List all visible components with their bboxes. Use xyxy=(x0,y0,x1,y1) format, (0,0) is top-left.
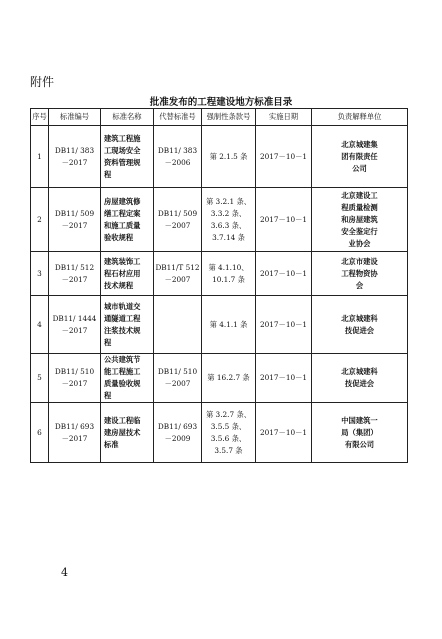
standard-code-line: －2017 xyxy=(61,325,88,335)
mandatory-clauses xyxy=(202,188,256,252)
mandatory-clauses xyxy=(202,126,256,188)
standard-name-line: 缮工程定案 xyxy=(104,208,141,218)
standard-code xyxy=(49,188,101,252)
effective-date: 2017－10－1 xyxy=(256,188,312,252)
standard-name-line: 程 xyxy=(104,337,112,347)
effective-date: 2017－10－1 xyxy=(256,252,312,296)
responsible-unit-line: 团有限责任 xyxy=(341,151,378,161)
responsible-unit-line: 工程物资协 xyxy=(341,268,378,278)
mandatory-clauses-line: 第 16.2.7 条 xyxy=(207,373,250,382)
responsible-unit-line: 技促进会 xyxy=(344,325,375,335)
replaced-standard xyxy=(154,296,202,354)
responsible-unit xyxy=(312,403,408,463)
responsible-unit-line: 北京市建设 xyxy=(341,256,378,266)
mandatory-clauses xyxy=(202,252,256,296)
replaced-standard-line: －2007 xyxy=(164,274,191,284)
table-row xyxy=(31,296,408,354)
responsible-unit-line: 和房屋建筑 xyxy=(341,214,378,224)
mandatory-clauses xyxy=(202,296,256,354)
standard-code-line: DB11/ 693 xyxy=(54,421,95,431)
responsible-unit-line: 程质量检测 xyxy=(341,202,378,212)
standard-name xyxy=(101,296,154,354)
mandatory-clauses-line: 3.6.3 条、 xyxy=(210,220,247,230)
header-code: 标准编号 xyxy=(49,109,101,126)
header-mandatory: 强制性条款号 xyxy=(202,109,256,126)
standard-code-line: －2017 xyxy=(61,433,88,443)
table-row xyxy=(31,126,408,188)
standard-code xyxy=(49,126,101,188)
standard-code-line: DB11/ 509 xyxy=(54,208,95,218)
standard-code-line: DB11/ 512 xyxy=(54,262,95,272)
mandatory-clauses-line: 3.5.7 条 xyxy=(214,445,243,455)
replaced-standard xyxy=(154,354,202,403)
effective-date: 2017－10－1 xyxy=(256,403,312,463)
standard-name-line: 公共建筑节 xyxy=(104,355,141,364)
replaced-standard-line: －2007 xyxy=(164,379,191,388)
effective-date: 2017－10－1 xyxy=(256,296,312,354)
standard-code-line: －2017 xyxy=(61,379,88,388)
row-number: 4 xyxy=(31,296,49,354)
standard-name-line: 程 xyxy=(104,169,112,179)
standard-name-line: 技术规程 xyxy=(104,280,134,290)
document-title: 批准发布的工程建设地方标准目录 xyxy=(149,97,293,108)
responsible-unit-line: 业协会 xyxy=(348,238,371,248)
standard-name-line: 和施工质量 xyxy=(104,220,141,230)
standard-code-line: DB11/ 510 xyxy=(54,367,95,376)
table-row xyxy=(31,403,408,463)
responsible-unit-line: 北京建设工 xyxy=(341,190,378,200)
replaced-standard-line: DB11/ 510 xyxy=(157,367,198,376)
header-replace: 代替标准号 xyxy=(154,109,202,126)
responsible-unit-line: 北京城建科 xyxy=(341,367,378,376)
table-row xyxy=(31,252,408,296)
row-number: 1 xyxy=(31,126,49,188)
responsible-unit xyxy=(312,296,408,354)
replaced-standard-line: DB11/ 383 xyxy=(157,145,198,155)
standard-code xyxy=(49,403,101,463)
header-no: 序号 xyxy=(31,109,49,126)
responsible-unit-line: 技促进会 xyxy=(344,379,375,388)
responsible-unit-line: 公司 xyxy=(352,163,367,173)
replaced-standard xyxy=(154,188,202,252)
standard-code-line: DB11/ 383 xyxy=(54,145,95,155)
standard-name-line: 能工程施工 xyxy=(104,367,141,376)
mandatory-clauses xyxy=(202,354,256,403)
row-number: 5 xyxy=(31,354,49,403)
responsible-unit-line: 会 xyxy=(355,280,364,290)
replaced-standard xyxy=(154,126,202,188)
header-unit: 负责解释单位 xyxy=(312,109,408,126)
replaced-standard-line: －2007 xyxy=(164,220,191,230)
page-number: 4 xyxy=(61,566,68,579)
replaced-standard-line: DB11/ 693 xyxy=(157,421,198,431)
replaced-standard-line: －2006 xyxy=(164,157,191,167)
standard-name-line: 建设工程临 xyxy=(104,415,141,425)
row-number: 2 xyxy=(31,188,49,252)
effective-date: 2017－10－1 xyxy=(256,354,312,403)
standard-name xyxy=(101,188,154,252)
standard-code xyxy=(49,252,101,296)
standard-name xyxy=(101,354,154,403)
standard-name-line: 通隧道工程 xyxy=(104,313,141,323)
standard-name-line: 建房屋技术 xyxy=(104,427,141,437)
responsible-unit-line: 北京城建集 xyxy=(341,139,378,149)
responsible-unit xyxy=(312,252,408,296)
mandatory-clauses-line: 第 4.1.10、 xyxy=(208,262,249,272)
standard-name-line: 注浆技术规 xyxy=(104,325,141,335)
table-row xyxy=(31,188,408,252)
responsible-unit-line: 局（集团） xyxy=(341,427,378,437)
standard-name-line: 建筑工程施 xyxy=(104,133,141,143)
standard-code-line: DB11/ 1444 xyxy=(52,313,97,323)
mandatory-clauses-line: 第 3.2.7 条、 xyxy=(205,409,252,419)
standard-code-line: －2017 xyxy=(61,274,88,284)
replaced-standard-line: DB11/ 509 xyxy=(157,208,198,218)
replaced-standard-line: －2009 xyxy=(164,433,191,443)
standard-name-line: 工现场安全 xyxy=(104,145,141,155)
responsible-unit-line: 安全鉴定行 xyxy=(341,226,378,236)
mandatory-clauses-line: 第 4.1.1 条 xyxy=(209,319,248,329)
standard-name xyxy=(101,252,154,296)
row-number: 3 xyxy=(31,252,49,296)
responsible-unit-line: 中国建筑一 xyxy=(341,415,378,425)
responsible-unit xyxy=(312,354,408,403)
effective-date: 2017－10－1 xyxy=(256,126,312,188)
standard-code xyxy=(49,296,101,354)
standard-name-line: 城市轨道交 xyxy=(104,301,141,311)
standard-name-line: 程石材应用 xyxy=(104,268,141,278)
mandatory-clauses-line: 3.7.14 条 xyxy=(212,232,245,242)
mandatory-clauses-line: 3.3.2 条、 xyxy=(210,208,247,218)
responsible-unit-line: 有限公司 xyxy=(344,439,375,449)
standard-code-line: －2017 xyxy=(61,157,88,167)
standard-name-line: 标准 xyxy=(104,439,119,449)
standard-name-line: 资料管理规 xyxy=(104,157,141,167)
table-row xyxy=(31,354,408,403)
mandatory-clauses xyxy=(202,403,256,463)
standard-name xyxy=(101,403,154,463)
row-number: 6 xyxy=(31,403,49,463)
header-name: 标准名称 xyxy=(101,109,154,126)
standard-name-line: 质量验收规 xyxy=(104,379,141,388)
table-header-row xyxy=(31,109,408,126)
header-date: 实施日期 xyxy=(256,109,312,126)
responsible-unit xyxy=(312,126,408,188)
replaced-standard xyxy=(154,252,202,296)
standard-name-line: 程 xyxy=(104,391,112,400)
mandatory-clauses-line: 3.5.5 条、 xyxy=(210,421,247,431)
standard-name-line: 验收规程 xyxy=(104,232,134,242)
responsible-unit xyxy=(312,188,408,252)
mandatory-clauses-line: 第 3.2.1 条、 xyxy=(205,196,252,206)
mandatory-clauses-line: 10.1.7 条 xyxy=(212,274,245,284)
replaced-standard xyxy=(154,403,202,463)
attachment-label: 附件 xyxy=(30,75,55,89)
standard-name-line: 建筑装饰工 xyxy=(104,256,141,266)
mandatory-clauses-line: 3.5.6 条、 xyxy=(210,433,247,443)
replaced-standard-line: DB11/T 512 xyxy=(155,262,200,272)
standard-code xyxy=(49,354,101,403)
standard-name-line: 房屋建筑修 xyxy=(104,196,141,206)
mandatory-clauses-line: 第 2.1.5 条 xyxy=(209,151,248,161)
standards-table xyxy=(30,108,408,463)
responsible-unit-line: 北京城建科 xyxy=(341,313,378,323)
standard-name xyxy=(101,126,154,188)
standard-code-line: －2017 xyxy=(61,220,88,230)
